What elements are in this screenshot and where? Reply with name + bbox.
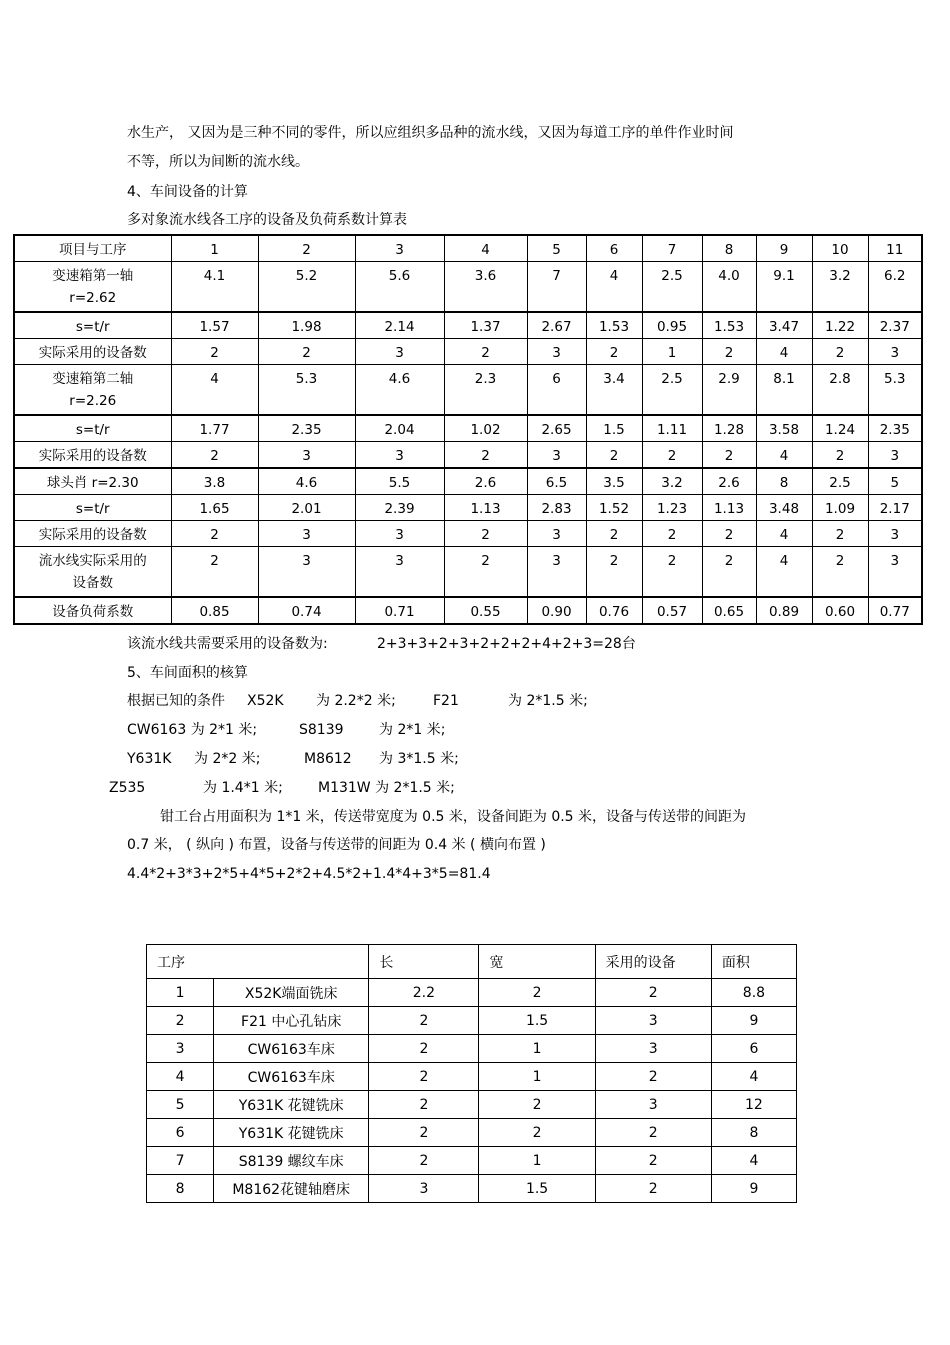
value-cell: 1 xyxy=(642,339,702,365)
value-cell: 3.6 xyxy=(444,262,527,313)
table2-row xyxy=(147,1035,797,1063)
table2-header-cell: 长 xyxy=(369,945,479,979)
value-cell: 3 xyxy=(868,442,922,469)
value-cell: 3.2 xyxy=(642,468,702,495)
value-cell: 0.89 xyxy=(756,597,812,624)
table2-cell: 2 xyxy=(595,1175,711,1203)
value-cell: 2 xyxy=(444,521,527,547)
table2-row xyxy=(147,1091,797,1119)
value-cell: 9.1 xyxy=(756,262,812,313)
value-cell: 1.98 xyxy=(258,312,355,339)
table2-cell: 1.5 xyxy=(479,1007,595,1035)
value-cell: 2.37 xyxy=(868,312,922,339)
value-cell: 5.3 xyxy=(258,365,355,416)
spacing-line-2: 0.7 米， ( 纵向 ) 布置，设备与传送带的间距为 0.4 米 ( 横向布置 ) xyxy=(127,837,546,853)
value-cell: 1.13 xyxy=(444,495,527,521)
value-cell: 2.8 xyxy=(812,365,868,416)
machine-x52k: X52K xyxy=(247,693,284,709)
row-label-text: 实际采用的设备数 xyxy=(38,527,147,543)
total-equipment-label: 该流水线共需要采用的设备数为: xyxy=(127,636,328,652)
value-cell: 1.53 xyxy=(702,312,756,339)
value-cell: 2.39 xyxy=(355,495,444,521)
row-label-cell xyxy=(14,495,171,521)
value-cell: 2.5 xyxy=(642,365,702,416)
value-cell: 0.71 xyxy=(355,597,444,624)
value-cell: 1.65 xyxy=(171,495,258,521)
value-cell: 4 xyxy=(171,365,258,416)
header-cell-process: 6 xyxy=(586,235,642,262)
value-cell: 1.09 xyxy=(812,495,868,521)
machine-x52k-size: 为 2.2*2 米; xyxy=(316,693,396,709)
value-cell: 4 xyxy=(756,339,812,365)
value-cell: 2.01 xyxy=(258,495,355,521)
value-cell: 6 xyxy=(527,365,586,416)
table2-cell: 3 xyxy=(369,1175,479,1203)
value-cell: 4.6 xyxy=(258,468,355,495)
row-label-text: 实际采用的设备数 xyxy=(38,448,147,464)
value-cell: 5.5 xyxy=(355,468,444,495)
table2-row xyxy=(147,1119,797,1147)
value-cell: 1.52 xyxy=(586,495,642,521)
table2-header-cell: 工序 xyxy=(147,945,369,979)
row-label-text: s=t/r xyxy=(75,319,110,335)
value-cell: 3 xyxy=(868,547,922,598)
table2-row xyxy=(147,1175,797,1203)
value-cell: 3 xyxy=(527,521,586,547)
machine-s8139: S8139 xyxy=(299,722,344,738)
row-label-text: 变速箱第一轴 xyxy=(52,268,134,284)
table2-cell: 9 xyxy=(711,1175,796,1203)
machine-cw6163-size: CW6163 为 2*1 米; xyxy=(127,722,258,738)
value-cell: 2 xyxy=(642,547,702,598)
machine-s8139-size: 为 2*1 米; xyxy=(379,722,446,738)
table2-cell: 2 xyxy=(369,1147,479,1175)
row-label-cell xyxy=(14,468,171,495)
table1-row xyxy=(14,262,922,313)
machine-y631k-size: 为 2*2 米; xyxy=(194,751,261,767)
table1-row xyxy=(14,415,922,442)
machine-name-cell: CW6163车床 xyxy=(214,1063,369,1091)
machine-z535-size: 为 1.4*1 米; xyxy=(203,780,283,796)
table2-header-cell: 宽 xyxy=(479,945,595,979)
row-label-text: s=t/r xyxy=(75,501,110,517)
table2-cell: 4 xyxy=(147,1063,214,1091)
value-cell: 1.77 xyxy=(171,415,258,442)
value-cell: 0.85 xyxy=(171,597,258,624)
row-label-cell xyxy=(14,521,171,547)
value-cell: 2.5 xyxy=(812,468,868,495)
value-cell: 2 xyxy=(702,339,756,365)
value-cell: 2 xyxy=(586,521,642,547)
value-cell: 1.37 xyxy=(444,312,527,339)
value-cell: 7 xyxy=(527,262,586,313)
value-cell: 2.65 xyxy=(527,415,586,442)
table2-header-cell: 采用的设备 xyxy=(595,945,711,979)
value-cell: 2 xyxy=(586,442,642,469)
row-label-text: 设备负荷系数 xyxy=(52,604,134,620)
row-label-text: 实际采用的设备数 xyxy=(38,345,147,361)
value-cell: 0.95 xyxy=(642,312,702,339)
table2-cell: 1.5 xyxy=(479,1175,595,1203)
machine-m8612-size: 为 3*1.5 米; xyxy=(379,751,459,767)
row-label-text: r=2.26 xyxy=(69,393,117,409)
value-cell: 0.60 xyxy=(812,597,868,624)
table1-row xyxy=(14,365,922,416)
total-equipment-formula: 2+3+3+2+3+2+2+2+4+2+3=28台 xyxy=(377,636,636,652)
table2-cell: 6 xyxy=(711,1035,796,1063)
table1-row xyxy=(14,597,922,624)
area-formula: 4.4*2+3*3+2*5+4*5+2*2+4.5*2+1.4*4+3*5=81.4 xyxy=(127,866,491,882)
machine-name-cell: CW6163车床 xyxy=(214,1035,369,1063)
value-cell: 1.23 xyxy=(642,495,702,521)
intro-line-1: 水生产， 又因为是三种不同的零件，所以应组织多品种的流水线，又因为每道工序的单件作业时间 xyxy=(127,125,734,141)
table2-cell: 9 xyxy=(711,1007,796,1035)
value-cell: 2 xyxy=(586,339,642,365)
header-cell-process: 5 xyxy=(527,235,586,262)
value-cell: 1.5 xyxy=(586,415,642,442)
header-cell-process: 8 xyxy=(702,235,756,262)
table2-cell: 2 xyxy=(147,1007,214,1035)
value-cell: 3 xyxy=(868,339,922,365)
row-label-text: s=t/r xyxy=(75,422,110,438)
value-cell: 2 xyxy=(812,547,868,598)
value-cell: 1.53 xyxy=(586,312,642,339)
table2-cell: 6 xyxy=(147,1119,214,1147)
table2-cell: 2 xyxy=(369,1035,479,1063)
value-cell: 2.35 xyxy=(258,415,355,442)
table1-row xyxy=(14,547,922,598)
value-cell: 5 xyxy=(868,468,922,495)
header-cell-process: 1 xyxy=(171,235,258,262)
value-cell: 2.67 xyxy=(527,312,586,339)
row-label-text: r=2.62 xyxy=(69,290,117,306)
table2-cell: 8 xyxy=(711,1119,796,1147)
value-cell: 2 xyxy=(812,339,868,365)
table2-cell: 4 xyxy=(711,1147,796,1175)
value-cell: 5.2 xyxy=(258,262,355,313)
table2-row xyxy=(147,1147,797,1175)
row-label-cell xyxy=(14,339,171,365)
section-4-heading: 4、车间设备的计算 xyxy=(127,184,248,200)
value-cell: 2.6 xyxy=(444,468,527,495)
row-label-cell xyxy=(14,597,171,624)
table2-cell: 2 xyxy=(595,979,711,1007)
table2-cell: 3 xyxy=(147,1035,214,1063)
header-cell-item: 项目与工序 xyxy=(14,235,171,262)
value-cell: 2 xyxy=(702,547,756,598)
value-cell: 2 xyxy=(444,339,527,365)
value-cell: 1.02 xyxy=(444,415,527,442)
value-cell: 2 xyxy=(171,547,258,598)
value-cell: 2 xyxy=(171,442,258,469)
value-cell: 2 xyxy=(444,547,527,598)
value-cell: 0.90 xyxy=(527,597,586,624)
table2-cell: 12 xyxy=(711,1091,796,1119)
table2-header-row xyxy=(147,945,797,979)
value-cell: 6.2 xyxy=(868,262,922,313)
row-label-text: 流水线实际采用的 xyxy=(38,553,147,569)
machine-f21-size: 为 2*1.5 米; xyxy=(508,693,588,709)
header-cell-process: 7 xyxy=(642,235,702,262)
table2-cell: 8 xyxy=(147,1175,214,1203)
table2-cell: 2 xyxy=(369,1119,479,1147)
value-cell: 3 xyxy=(355,547,444,598)
value-cell: 4 xyxy=(586,262,642,313)
value-cell: 2 xyxy=(812,521,868,547)
row-label-text: 球头肖 r=2.30 xyxy=(46,475,139,491)
value-cell: 1.22 xyxy=(812,312,868,339)
value-cell: 2.83 xyxy=(527,495,586,521)
value-cell: 3.58 xyxy=(756,415,812,442)
value-cell: 5.3 xyxy=(868,365,922,416)
value-cell: 5.6 xyxy=(355,262,444,313)
value-cell: 3 xyxy=(527,442,586,469)
row-label-cell xyxy=(14,442,171,469)
value-cell: 2.5 xyxy=(642,262,702,313)
value-cell: 2 xyxy=(171,339,258,365)
value-cell: 3 xyxy=(258,547,355,598)
machine-z535: Z535 xyxy=(109,780,146,796)
table2-cell: 2 xyxy=(369,1007,479,1035)
value-cell: 4 xyxy=(756,547,812,598)
table2-cell: 1 xyxy=(479,1063,595,1091)
value-cell: 3 xyxy=(355,339,444,365)
value-cell: 3.5 xyxy=(586,468,642,495)
value-cell: 2.17 xyxy=(868,495,922,521)
value-cell: 3 xyxy=(868,521,922,547)
table1-row xyxy=(14,468,922,495)
value-cell: 2 xyxy=(586,547,642,598)
table1-row xyxy=(14,521,922,547)
value-cell: 3.47 xyxy=(756,312,812,339)
spacing-line-1: 钳工台占用面积为 1*1 米，传送带宽度为 0.5 米，设备间距为 0.5 米，设备与传送带的间距为 xyxy=(160,809,747,825)
table1-row xyxy=(14,495,922,521)
value-cell: 0.77 xyxy=(868,597,922,624)
value-cell: 3.8 xyxy=(171,468,258,495)
value-cell: 2.3 xyxy=(444,365,527,416)
value-cell: 0.76 xyxy=(586,597,642,624)
equipment-load-table xyxy=(13,234,923,625)
machine-y631k: Y631K xyxy=(127,751,172,767)
value-cell: 4.1 xyxy=(171,262,258,313)
table2-cell: 5 xyxy=(147,1091,214,1119)
value-cell: 3 xyxy=(355,521,444,547)
value-cell: 3 xyxy=(355,442,444,469)
header-cell-process: 2 xyxy=(258,235,355,262)
condition-label: 根据已知的条件 xyxy=(127,693,225,709)
value-cell: 0.65 xyxy=(702,597,756,624)
table2-cell: 2 xyxy=(479,1119,595,1147)
table1-title: 多对象流水线各工序的设备及负荷系数计算表 xyxy=(127,212,407,228)
value-cell: 0.57 xyxy=(642,597,702,624)
value-cell: 4 xyxy=(756,442,812,469)
table2-cell: 8.8 xyxy=(711,979,796,1007)
table2-cell: 1 xyxy=(147,979,214,1007)
value-cell: 2 xyxy=(171,521,258,547)
machine-name-cell: Y631K 花键铣床 xyxy=(214,1119,369,1147)
table2-cell: 3 xyxy=(595,1007,711,1035)
value-cell: 1.11 xyxy=(642,415,702,442)
value-cell: 2 xyxy=(702,442,756,469)
value-cell: 1.57 xyxy=(171,312,258,339)
table1-header-row xyxy=(14,235,922,262)
table1-row xyxy=(14,442,922,469)
machine-name-cell: S8139 螺纹车床 xyxy=(214,1147,369,1175)
value-cell: 2.04 xyxy=(355,415,444,442)
row-label-text: 变速箱第二轴 xyxy=(52,371,134,387)
table1-row xyxy=(14,339,922,365)
table2-header-cell: 面积 xyxy=(711,945,796,979)
value-cell: 8 xyxy=(756,468,812,495)
table2-cell: 1 xyxy=(479,1035,595,1063)
value-cell: 2.35 xyxy=(868,415,922,442)
table2-cell: 2 xyxy=(479,1091,595,1119)
header-cell-process: 4 xyxy=(444,235,527,262)
table2-cell: 3 xyxy=(595,1035,711,1063)
workshop-area-table xyxy=(146,944,797,1203)
value-cell: 1.24 xyxy=(812,415,868,442)
table2-cell: 2.2 xyxy=(369,979,479,1007)
value-cell: 3 xyxy=(527,547,586,598)
value-cell: 3.2 xyxy=(812,262,868,313)
row-label-cell xyxy=(14,262,171,313)
value-cell: 1.13 xyxy=(702,495,756,521)
value-cell: 4.0 xyxy=(702,262,756,313)
machine-name-cell: M8162花键轴磨床 xyxy=(214,1175,369,1203)
table2-cell: 2 xyxy=(369,1063,479,1091)
machine-name-cell: Y631K 花键铣床 xyxy=(214,1091,369,1119)
table2-cell: 2 xyxy=(595,1063,711,1091)
row-label-text: 设备数 xyxy=(72,575,113,591)
table1-row xyxy=(14,312,922,339)
table2-cell: 2 xyxy=(595,1147,711,1175)
table2-cell: 3 xyxy=(595,1091,711,1119)
value-cell: 8.1 xyxy=(756,365,812,416)
table2-cell: 4 xyxy=(711,1063,796,1091)
table2-cell: 2 xyxy=(369,1091,479,1119)
value-cell: 3.4 xyxy=(586,365,642,416)
row-label-cell xyxy=(14,365,171,416)
machine-m8612: M8612 xyxy=(304,751,352,767)
machine-name-cell: X52K端面铣床 xyxy=(214,979,369,1007)
header-cell-process: 10 xyxy=(812,235,868,262)
value-cell: 6.5 xyxy=(527,468,586,495)
value-cell: 3 xyxy=(527,339,586,365)
table2-row xyxy=(147,1007,797,1035)
value-cell: 2.14 xyxy=(355,312,444,339)
value-cell: 2.9 xyxy=(702,365,756,416)
value-cell: 2.6 xyxy=(702,468,756,495)
table2-cell: 2 xyxy=(595,1119,711,1147)
header-cell-process: 3 xyxy=(355,235,444,262)
value-cell: 1.28 xyxy=(702,415,756,442)
header-cell-process: 9 xyxy=(756,235,812,262)
table2-row xyxy=(147,1063,797,1091)
value-cell: 3.48 xyxy=(756,495,812,521)
value-cell: 2 xyxy=(642,521,702,547)
value-cell: 3 xyxy=(258,442,355,469)
row-label-cell xyxy=(14,547,171,598)
value-cell: 0.55 xyxy=(444,597,527,624)
value-cell: 2 xyxy=(702,521,756,547)
value-cell: 4 xyxy=(756,521,812,547)
row-label-cell xyxy=(14,312,171,339)
value-cell: 2 xyxy=(812,442,868,469)
table2-cell: 2 xyxy=(479,979,595,1007)
header-cell-process: 11 xyxy=(868,235,922,262)
value-cell: 4.6 xyxy=(355,365,444,416)
value-cell: 0.74 xyxy=(258,597,355,624)
value-cell: 2 xyxy=(444,442,527,469)
table2-cell: 1 xyxy=(479,1147,595,1175)
value-cell: 2 xyxy=(642,442,702,469)
value-cell: 2 xyxy=(258,339,355,365)
machine-m131w-size: M131W 为 2*1.5 米; xyxy=(318,780,455,796)
value-cell: 3 xyxy=(258,521,355,547)
machine-f21: F21 xyxy=(433,693,459,709)
table2-cell: 7 xyxy=(147,1147,214,1175)
intro-line-2: 不等，所以为间断的流水线。 xyxy=(127,154,309,170)
row-label-cell xyxy=(14,415,171,442)
section-5-heading: 5、车间面积的核算 xyxy=(127,665,248,681)
table2-row xyxy=(147,979,797,1007)
machine-name-cell: F21 中心孔钻床 xyxy=(214,1007,369,1035)
